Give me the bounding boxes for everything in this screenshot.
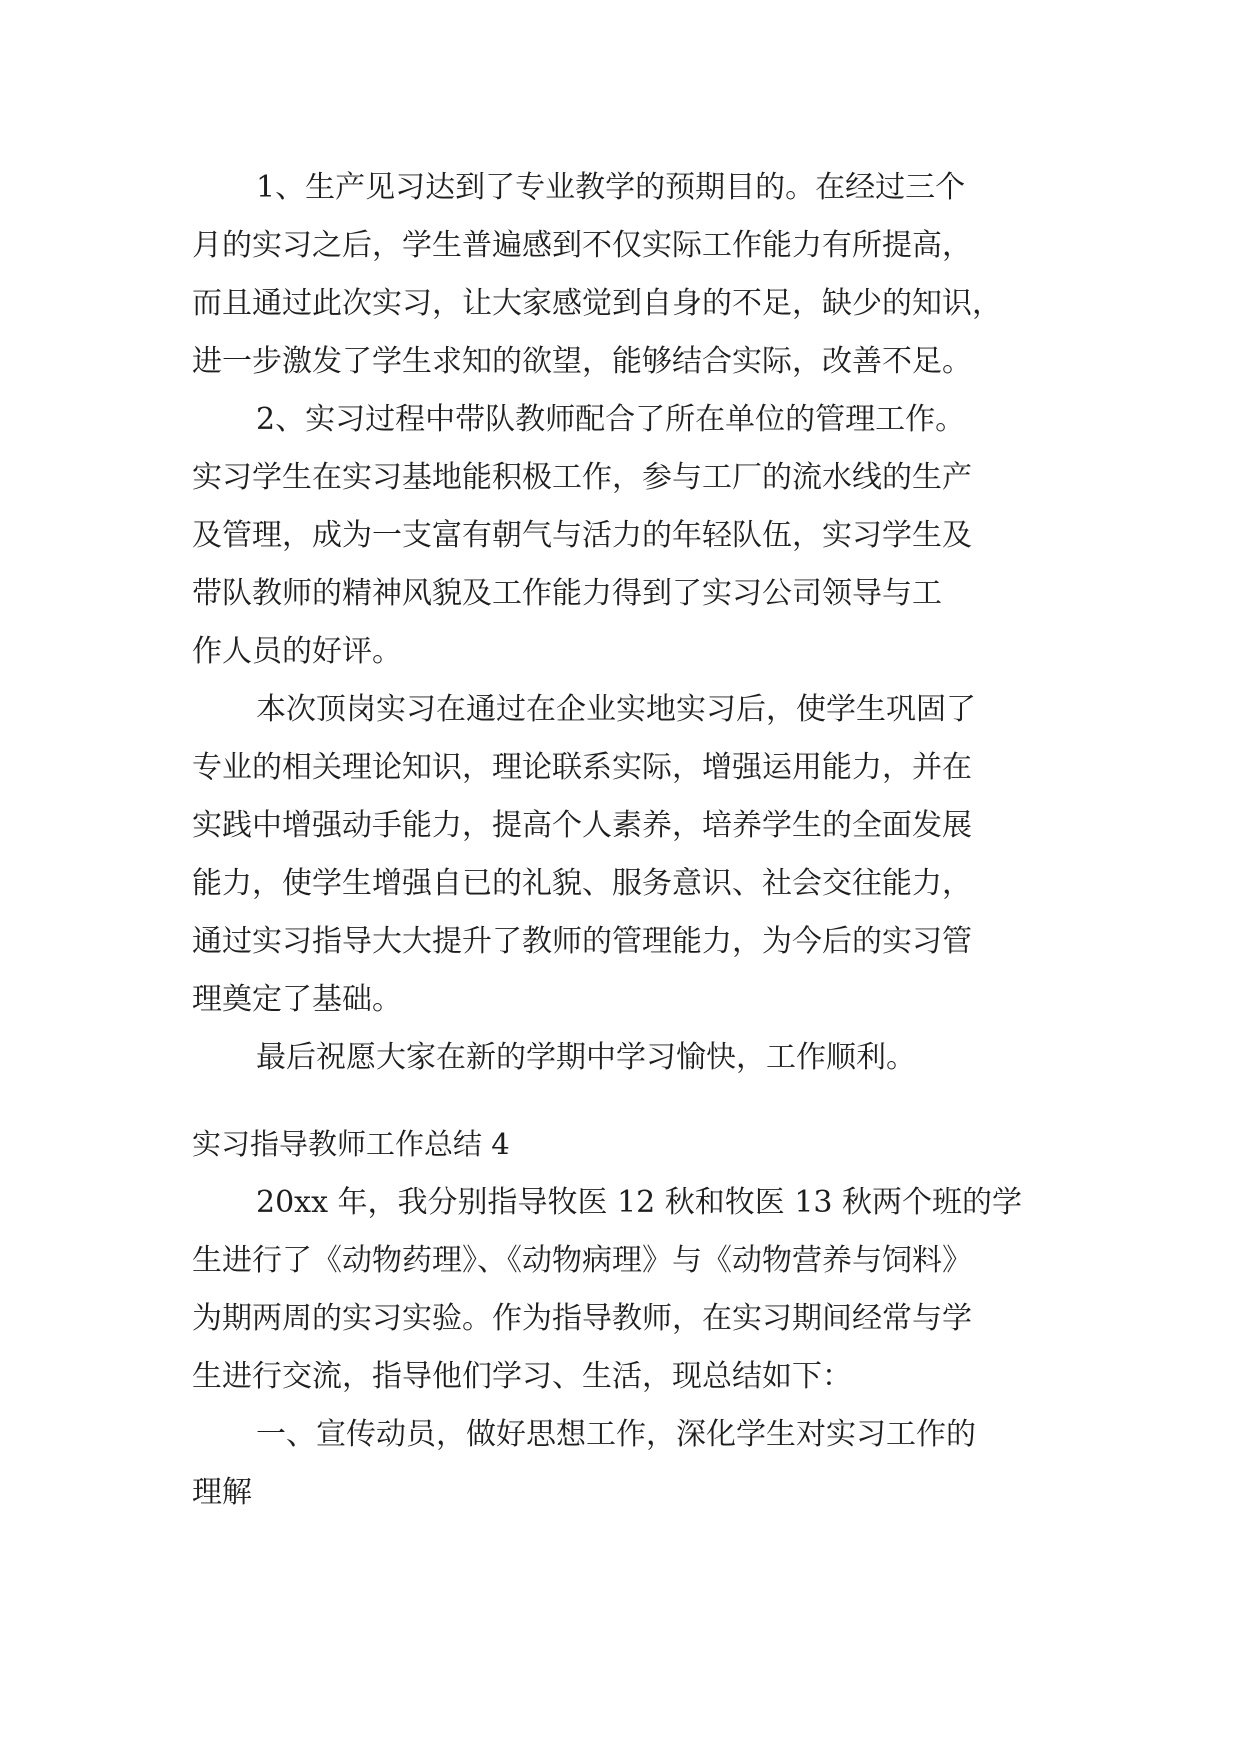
paragraph-3-line: 实践中增强动手能力，提高个人素养，培养学生的全面发展: [192, 808, 972, 843]
subheading-line: 一、宣传动员，做好思想工作，深化学生对实习工作的: [256, 1417, 976, 1452]
paragraph-3-line: 能力，使学生增强自已的礼貌、服务意识、社会交往能力，: [192, 866, 972, 901]
paragraph-4-line: 生进行交流，指导他们学习、生活，现总结如下：: [192, 1359, 852, 1394]
paragraph-1-line: 1、生产见习达到了专业教学的预期目的。在经过三个: [256, 170, 966, 205]
paragraph-2-line: 实习学生在实习基地能积极工作，参与工厂的流水线的生产: [192, 460, 972, 495]
paragraph-3-line: 本次顶岗实习在通过在企业实地实习后，使学生巩固了: [256, 692, 976, 727]
paragraph-1-line: 进一步激发了学生求知的欲望，能够结合实际，改善不足。: [192, 344, 972, 379]
paragraph-1-line: 而且通过此次实习，让大家感觉到自身的不足，缺少的知识，: [192, 286, 1002, 321]
closing-line: 最后祝愿大家在新的学期中学习愉快，工作顺利。: [256, 1040, 916, 1075]
paragraph-3-line: 理奠定了基础。: [192, 982, 402, 1017]
paragraph-3-line: 专业的相关理论知识，理论联系实际，增强运用能力，并在: [192, 750, 972, 785]
paragraph-2-line: 2、实习过程中带队教师配合了所在单位的管理工作。: [256, 402, 966, 437]
paragraph-3-line: 通过实习指导大大提升了教师的管理能力，为今后的实习管: [192, 924, 972, 959]
subheading-line: 理解: [192, 1475, 252, 1510]
paragraph-2-line: 及管理，成为一支富有朝气与活力的年轻队伍，实习学生及: [192, 518, 972, 553]
paragraph-2-line: 带队教师的精神风貌及工作能力得到了实习公司领导与工: [192, 576, 942, 611]
paragraph-1-line: 月的实习之后，学生普遍感到不仅实际工作能力有所提高，: [192, 228, 972, 263]
paragraph-4-line: 为期两周的实习实验。作为指导教师，在实习期间经常与学: [192, 1301, 972, 1336]
paragraph-4-line: 20xx 年，我分别指导牧医 12 秋和牧医 13 秋两个班的学: [256, 1185, 1023, 1220]
paragraph-2-line: 作人员的好评。: [192, 634, 402, 669]
section-heading: 实习指导教师工作总结 4: [192, 1127, 510, 1161]
paragraph-4-line: 生进行了《动物药理》、《动物病理》与《动物营养与饲料》: [192, 1243, 972, 1278]
